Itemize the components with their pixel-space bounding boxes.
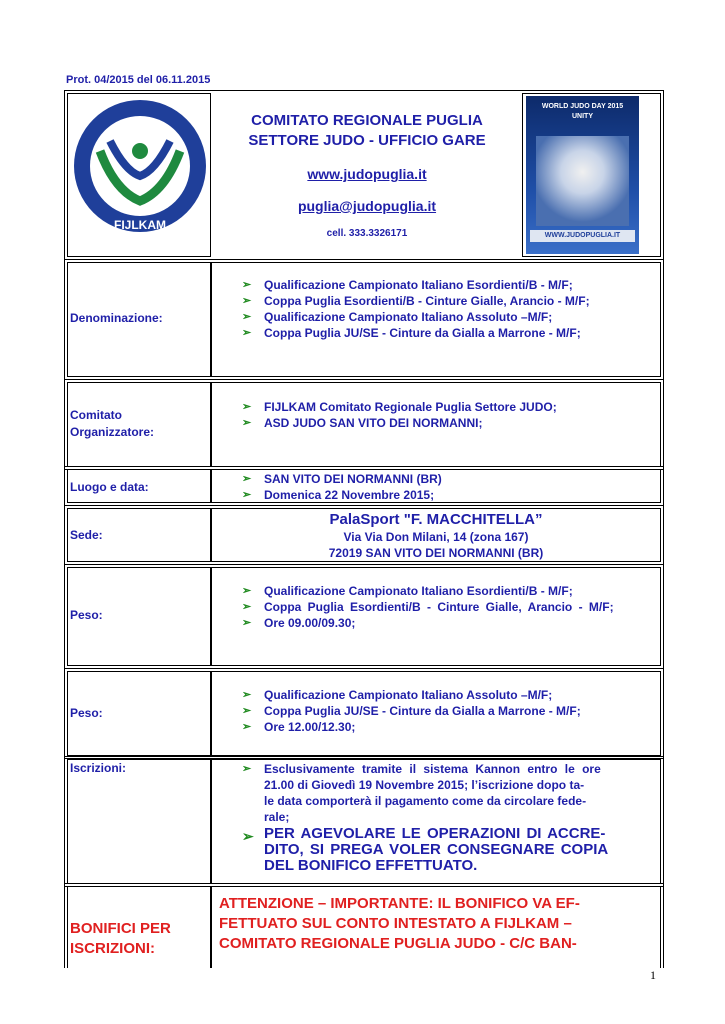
list-item: ➢ PER AGEVOLARE LE OPERAZIONI DI ACCRE- DITO, SI PREGA VOLER CONSEGNARE COPIA DEL BONIFICO EFFETTUATO. xyxy=(242,825,609,874)
venue-name: PalaSport "F. MACCHITELLA” xyxy=(329,511,543,528)
list-item: ➢ FIJLKAM Comitato Regionale Puglia Settore JUDO; xyxy=(242,400,557,414)
peso1-label: Peso: xyxy=(70,608,103,622)
poster-cell xyxy=(522,93,661,257)
venue-address-line2: 72019 SAN VITO DEI NORMANNI (BR) xyxy=(328,546,544,560)
logo-text-bottom: FIJLKAM xyxy=(114,218,166,232)
list-item: ➢ Qualificazione Campionato Italiano Esordienti/B - M/F; xyxy=(242,278,573,292)
arrow-bullet-icon: ➢ xyxy=(242,601,252,613)
logo-cell xyxy=(67,93,211,257)
poster-subtitle: UNITY xyxy=(572,113,593,120)
iscrizioni-list xyxy=(242,761,660,874)
arrow-bullet-icon: ➢ xyxy=(242,828,254,844)
comitato-list xyxy=(242,399,637,431)
list-item: ➢ Ore 09.00/09.30; xyxy=(242,616,356,630)
email-link[interactable]: puglia@judopuglia.it xyxy=(297,198,437,214)
luogo-content-cell xyxy=(211,469,661,503)
peso1-label-cell xyxy=(67,567,211,666)
list-item: ➢ Qualificazione Campionato Italiano Assoluto –M/F; xyxy=(242,310,553,324)
peso2-list xyxy=(242,687,652,735)
comitato-content-cell xyxy=(211,382,661,467)
poster-photo xyxy=(536,136,629,226)
bonifici-label: BONIFICI PER ISCRIZIONI: xyxy=(70,920,171,957)
peso2-label: Peso: xyxy=(70,706,103,720)
arrow-bullet-icon: ➢ xyxy=(242,705,252,717)
sede-content-cell xyxy=(211,508,661,562)
poster-title: WORLD JUDO DAY 2015 xyxy=(541,103,624,110)
sede-label: Sede: xyxy=(70,528,103,542)
list-item: ➢ Qualificazione Campionato Italiano Assoluto –M/F; xyxy=(242,688,553,702)
list-item: ➢ Coppa Puglia Esordienti/B - Cinture Gialle, Arancio - M/F; xyxy=(242,294,590,308)
arrow-bullet-icon: ➢ xyxy=(242,489,252,501)
denominazione-label: Denominazione: xyxy=(70,311,163,325)
list-item: ➢ Qualificazione Campionato Italiano Esordienti/B - M/F; xyxy=(242,584,573,598)
world-judo-day-poster xyxy=(526,96,639,254)
bonifici-label-cell xyxy=(67,886,211,968)
website-link[interactable]: www.judopuglia.it xyxy=(307,166,427,182)
list-item: ➢ ASD JUDO SAN VITO DEI NORMANNI; xyxy=(242,416,483,430)
bonifici-content-cell xyxy=(211,886,661,968)
list-item: ➢ Ore 12.00/12.30; xyxy=(242,720,356,734)
arrow-bullet-icon: ➢ xyxy=(242,763,252,775)
arrow-bullet-icon: ➢ xyxy=(242,417,252,429)
page-number: 1 xyxy=(650,968,656,982)
list-item: ➢ Coppa Puglia JU/SE - Cinture da Gialla a Marrone - M/F; xyxy=(242,704,581,718)
protocol-number: Prot. 04/2015 del 06.11.2015 xyxy=(66,74,211,86)
comitato-label: Comitato Organizzatore: xyxy=(70,408,155,439)
sede-label-cell xyxy=(67,508,211,562)
list-item: ➢ Esclusivamente tramite il sistema Kannon entro le ore 21.00 di Giovedì 19 Novembre 2015; l’iscrizione dopo ta- le data comporterà il pagamento come da circolare fede- rale; xyxy=(242,762,601,824)
peso1-list xyxy=(242,583,660,631)
arrow-bullet-icon: ➢ xyxy=(242,295,252,307)
phone-number: cell. 333.3326171 xyxy=(326,228,408,239)
luogo-label-cell xyxy=(67,469,211,503)
arrow-bullet-icon: ➢ xyxy=(242,585,252,597)
peso2-label-cell xyxy=(67,671,211,756)
bonifici-warning: ATTENZIONE – IMPORTANTE: IL BONIFICO VA EF- FETTUATO SUL CONTO INTESTATO A FIJLKAM – COMITATO REGIONALE PUGLIA JUDO - C/C BAN- xyxy=(219,895,580,952)
denominazione-label-cell xyxy=(67,262,211,377)
committee-title: COMITATO REGIONALE PUGLIA xyxy=(251,112,483,129)
poster-url: WWW.JUDOPUGLIA.IT xyxy=(530,230,635,242)
iscrizioni-label-cell xyxy=(67,759,211,884)
list-item: ➢ SAN VITO DEI NORMANNI (BR) xyxy=(242,472,442,486)
arrow-bullet-icon: ➢ xyxy=(242,617,252,629)
comitato-label-cell xyxy=(67,382,211,467)
committee-subtitle: SETTORE JUDO - UFFICIO GARE xyxy=(248,132,486,149)
arrow-bullet-icon: ➢ xyxy=(242,279,252,291)
luogo-list xyxy=(242,471,637,503)
luogo-label: Luogo e data: xyxy=(70,480,149,494)
iscrizioni-content-cell xyxy=(211,759,661,884)
venue-address-line1: Via Via Don Milani, 14 (zona 167) xyxy=(343,530,529,544)
arrow-bullet-icon: ➢ xyxy=(242,721,252,733)
arrow-bullet-icon: ➢ xyxy=(242,473,252,485)
list-item: ➢ Coppa Puglia Esordienti/B - Cinture Gialle, Arancio - M/F; xyxy=(242,600,614,614)
arrow-bullet-icon: ➢ xyxy=(242,689,252,701)
header-info xyxy=(212,93,522,257)
denominazione-list xyxy=(242,277,637,341)
fijlkam-logo xyxy=(70,96,210,256)
list-item: ➢ Coppa Puglia JU/SE - Cinture da Gialla a Marrone - M/F; xyxy=(242,326,581,340)
arrow-bullet-icon: ➢ xyxy=(242,401,252,413)
peso2-content-cell xyxy=(211,671,661,756)
denominazione-content-cell xyxy=(211,262,661,377)
arrow-bullet-icon: ➢ xyxy=(242,327,252,339)
list-item: ➢ Domenica 22 Novembre 2015; xyxy=(242,488,435,502)
arrow-bullet-icon: ➢ xyxy=(242,311,252,323)
peso1-content-cell xyxy=(211,567,661,666)
iscrizioni-label: Iscrizioni: xyxy=(70,761,127,775)
